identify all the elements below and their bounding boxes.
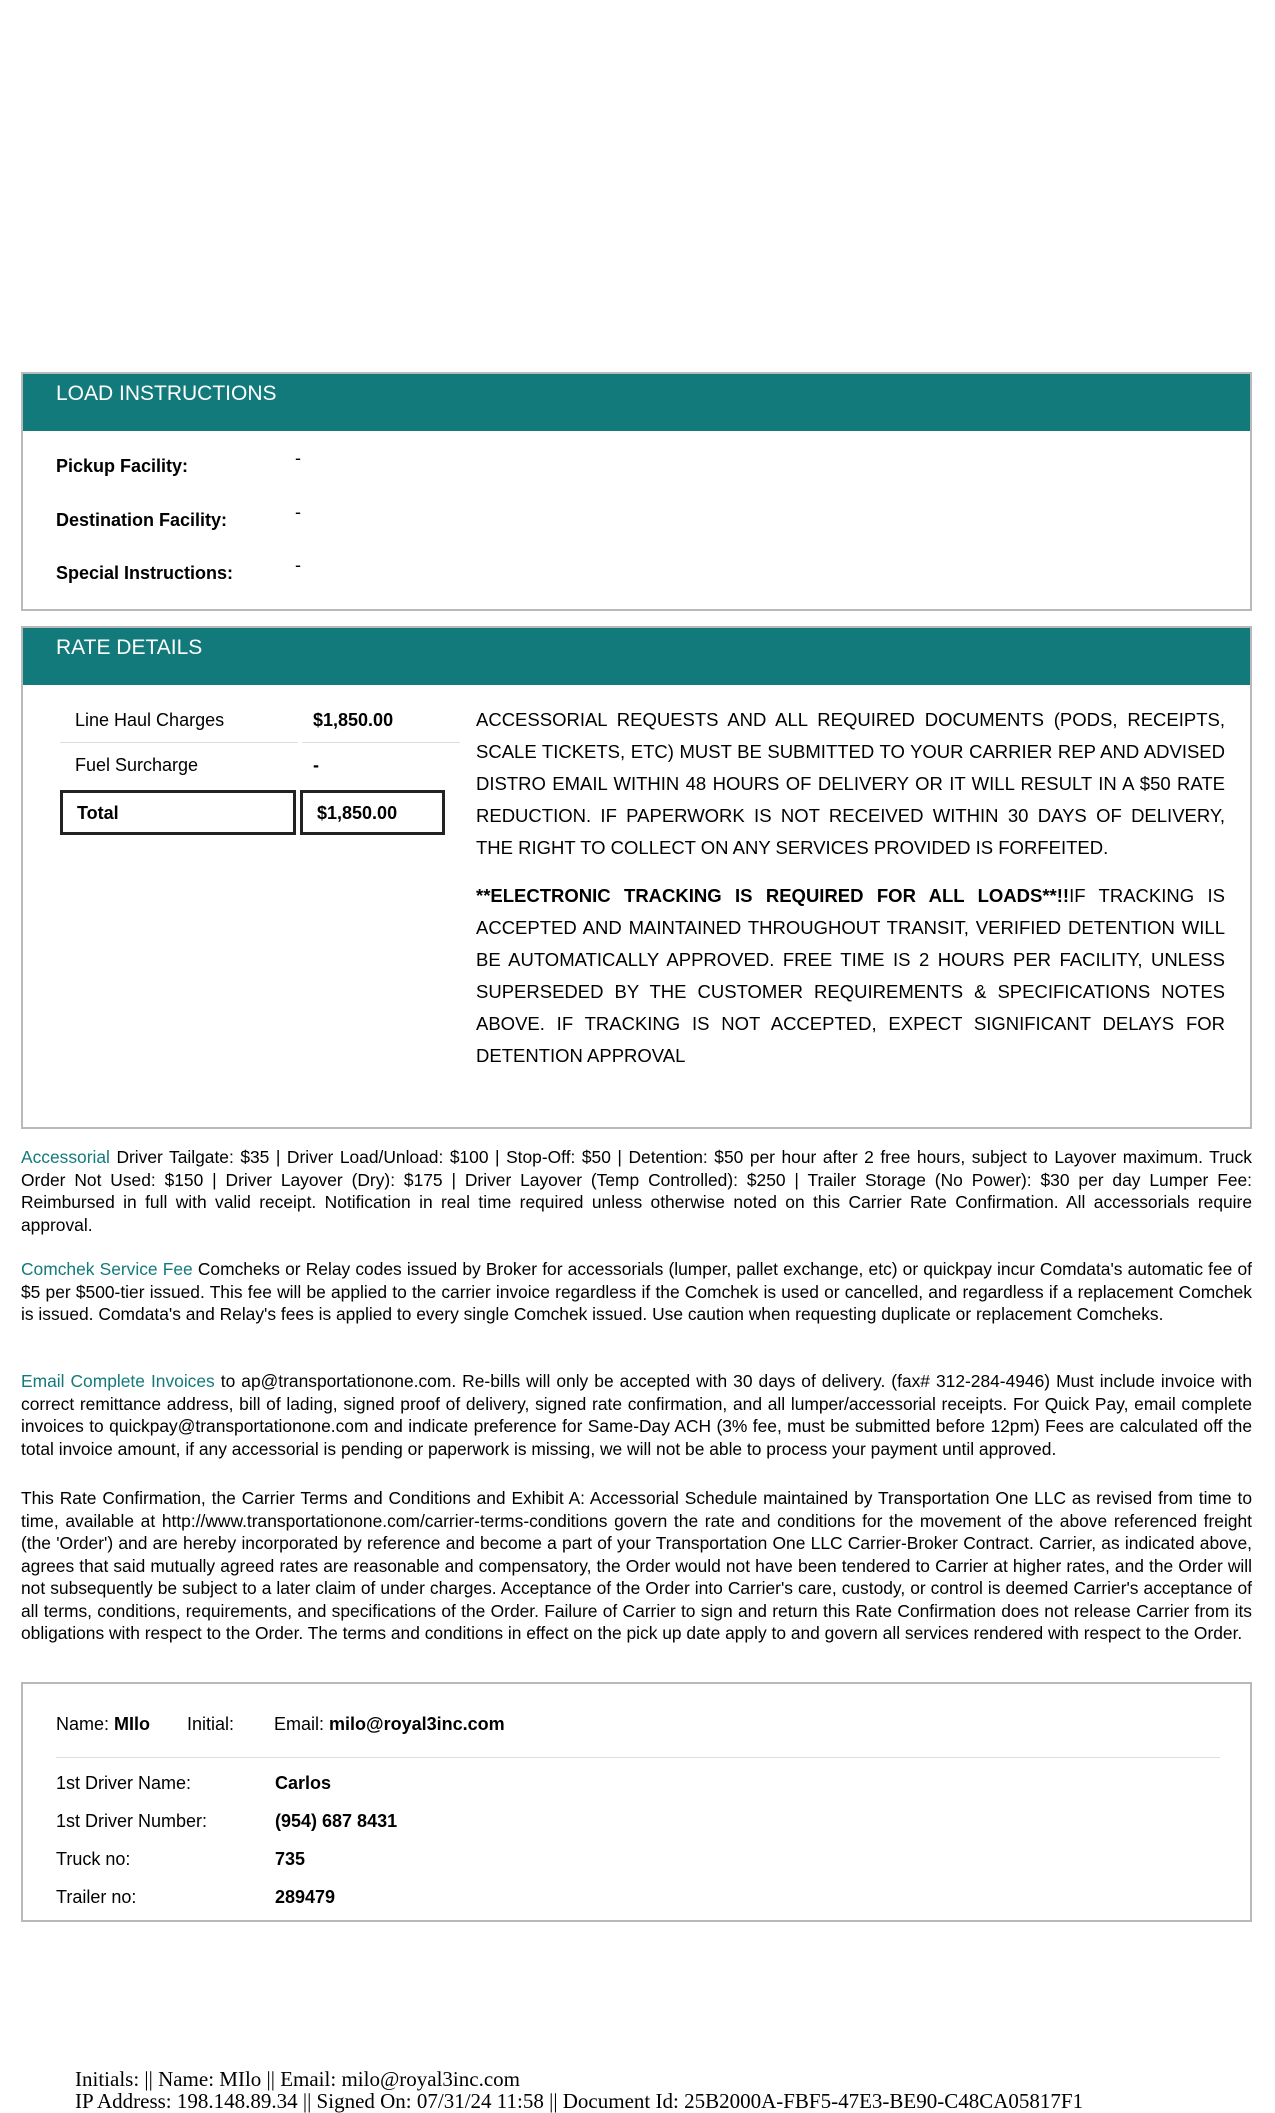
driver-number-value: (954) 687 8431 (275, 1811, 398, 1831)
email-value: milo@royal3inc.com (329, 1714, 505, 1734)
tracking-note (476, 880, 1225, 1072)
fuel-surcharge-value: - (313, 755, 319, 775)
line-haul-label: Line Haul Charges (75, 710, 225, 730)
comchek-paragraph (21, 1258, 1252, 1326)
footer-line-1: Initials: || Name: MIlo || Email: milo@royal3inc.com (75, 2067, 520, 2091)
footer-line-2: IP Address: 198.148.89.34 || Signed On: 07/31/24 11:58 || Document Id: 25B2000A-FBF5-47E3-BE90-C48CA05817F1 (75, 2089, 1084, 2113)
invoices-title: Email Complete Invoices (21, 1371, 215, 1391)
rate-details-section (21, 626, 1252, 1129)
truck-value: 735 (275, 1849, 306, 1869)
destination-facility-label: Destination Facility: (56, 510, 228, 530)
driver-number-label: 1st Driver Number: (56, 1811, 208, 1831)
signature-footer (75, 2068, 1255, 2112)
driver-name-value: Carlos (275, 1773, 332, 1793)
special-instructions-label: Special Instructions: (56, 563, 234, 583)
trailer-value: 289479 (275, 1887, 336, 1907)
rate-details-header: RATE DETAILS (23, 628, 1250, 685)
truck-label: Truck no: (56, 1849, 131, 1869)
pickup-facility-value: - (295, 448, 301, 468)
load-instructions-header: LOAD INSTRUCTIONS (23, 374, 1250, 431)
trailer-label: Trailer no: (56, 1887, 137, 1907)
rate-notes (476, 704, 1225, 1088)
signature-section (21, 1682, 1252, 1922)
accessorial-paragraph (21, 1146, 1252, 1236)
accessorial-requests-note: ACCESSORIAL REQUESTS AND ALL REQUIRED DOCUMENTS (PODS, RECEIPTS, SCALE TICKETS, ETC) MUST BE SUBMITTED TO YOUR CARRIER REP AND ADVISED DISTRO EMAIL WITHIN 48 HOURS OF DELIVERY OR IT WILL RESULT IN A $50 RATE REDUCTION. IF PAPERWORK IS NOT RECEIVED WITHIN 30 DAYS OF DELIVERY, THE RIGHT TO COLLECT ON ANY SERVICES PROVIDED IS FORFEITED. (476, 709, 1225, 858)
accessorial-text: Driver Tailgate: $35 | Driver Load/Unload: $100 | Stop-Off: $50 | Detention: $50 per hour after 2 free hours, subject to Layover maximum. Truck Order Not Used: $150 | Driver Layover (Dry): $175 | Driver Layover (Temp Controlled): $250 | Trailer Storage (No Power): $30 per day Lumper Fee: Reimbursed in full with valid receipt. Notification in real time required unless otherwise noted on this Carrier Rate Confirmation. All accessorials require approval. (21, 1147, 1252, 1235)
initial-label: Initial: (187, 1714, 235, 1734)
agreement-paragraph: This Rate Confirmation, the Carrier Terms and Conditions and Exhibit A: Accessorial Schedule maintained by Transportation One LLC as revised from time to time, available at http://www.transportationone.com/carrier-terms-conditions govern the rate and conditions for the movement of the above referenced freight (the 'Order') and are hereby incorporated by reference and become a part of your Transportation One LLC Carrier-Broker Contract. Carrier, as indicated above, agrees that said mutually agreed rates are reasonable and compensatory, the Order would not have been tendered to Carrier at higher rates, and the Order will not subsequently be subject to a later claim of under charges. Acceptance of the Order into Carrier's care, custody, or control is deemed Carrier's acceptance of all terms, conditions, requirements, and specifications of the Order. Failure of Carrier to sign and return this Rate Confirmation does not release Carrier from its obligations with respect to the Order. The terms and conditions in effect on the pick up date apply to and govern all services rendered with respect to the Order. (21, 1488, 1252, 1643)
signature-divider (56, 1757, 1220, 1758)
invoices-paragraph (21, 1370, 1252, 1460)
comchek-text: Comcheks or Relay codes issued by Broker for accessorials (lumper, pallet exchange, etc) or quickpay incur Comdata's automatic fee of $5 per $500-tier issued. This fee will be applied to the carrier invoice regardless if the Comchek is used or cancelled, and regardless if a replacement Comchek is issued. Comdata's and Relay's fees is applied to every single Comchek issued. Use caution when requesting duplicate or replacement Comcheks. (21, 1259, 1252, 1324)
tracking-note-bold: **ELECTRONIC TRACKING IS REQUIRED FOR ALL LOADS**!! (476, 885, 1070, 906)
rate-divider (60, 742, 298, 743)
accessorial-title: Accessorial (21, 1147, 110, 1167)
load-instructions-section (21, 372, 1252, 611)
invoices-text: to ap@transportationone.com. Re-bills will only be accepted with 30 days of delivery. (fax# 312-284-4946) Must include invoice with correct remittance address, bill of lading, signed proof of delivery, signed rate confirmation, and all lumper/accessorial receipts. For Quick Pay, email complete invoices to quickpay@transportationone.com and indicate preference for Same-Day ACH (3% fee, must be submitted before 12pm) Fees are calculated off the total invoice amount, if any accessorial is pending or paperwork is missing, we will not be able to process your payment until approved. (21, 1371, 1252, 1459)
special-instructions-value: - (295, 555, 301, 575)
name-value: MIlo (114, 1714, 151, 1734)
destination-facility-value: - (295, 502, 301, 522)
fuel-surcharge-label: Fuel Surcharge (75, 755, 199, 775)
total-label: Total (60, 790, 296, 835)
signer-name-label (56, 1714, 150, 1735)
signer-email (274, 1714, 505, 1735)
pickup-facility-label: Pickup Facility: (56, 456, 189, 476)
email-label: Email: (274, 1714, 325, 1734)
rate-divider (302, 742, 460, 743)
driver-name-label: 1st Driver Name: (56, 1773, 192, 1793)
comchek-title: Comchek Service Fee (21, 1259, 193, 1279)
total-value: $1,850.00 (300, 790, 445, 835)
tracking-note-text: IF TRACKING IS ACCEPTED AND MAINTAINED THROUGHOUT TRANSIT, VERIFIED DETENTION WILL BE AUTOMATICALLY APPROVED. FREE TIME IS 2 HOURS PER FACILITY, UNLESS SUPERSEDED BY THE CUSTOMER REQUIREMENTS & SPECIFICATIONS NOTES ABOVE. IF TRACKING IS NOT ACCEPTED, EXPECT SIGNIFICANT DELAYS FOR DETENTION APPROVAL (476, 885, 1225, 1066)
line-haul-value: $1,850.00 (313, 710, 394, 730)
name-label: Name: (56, 1714, 110, 1734)
